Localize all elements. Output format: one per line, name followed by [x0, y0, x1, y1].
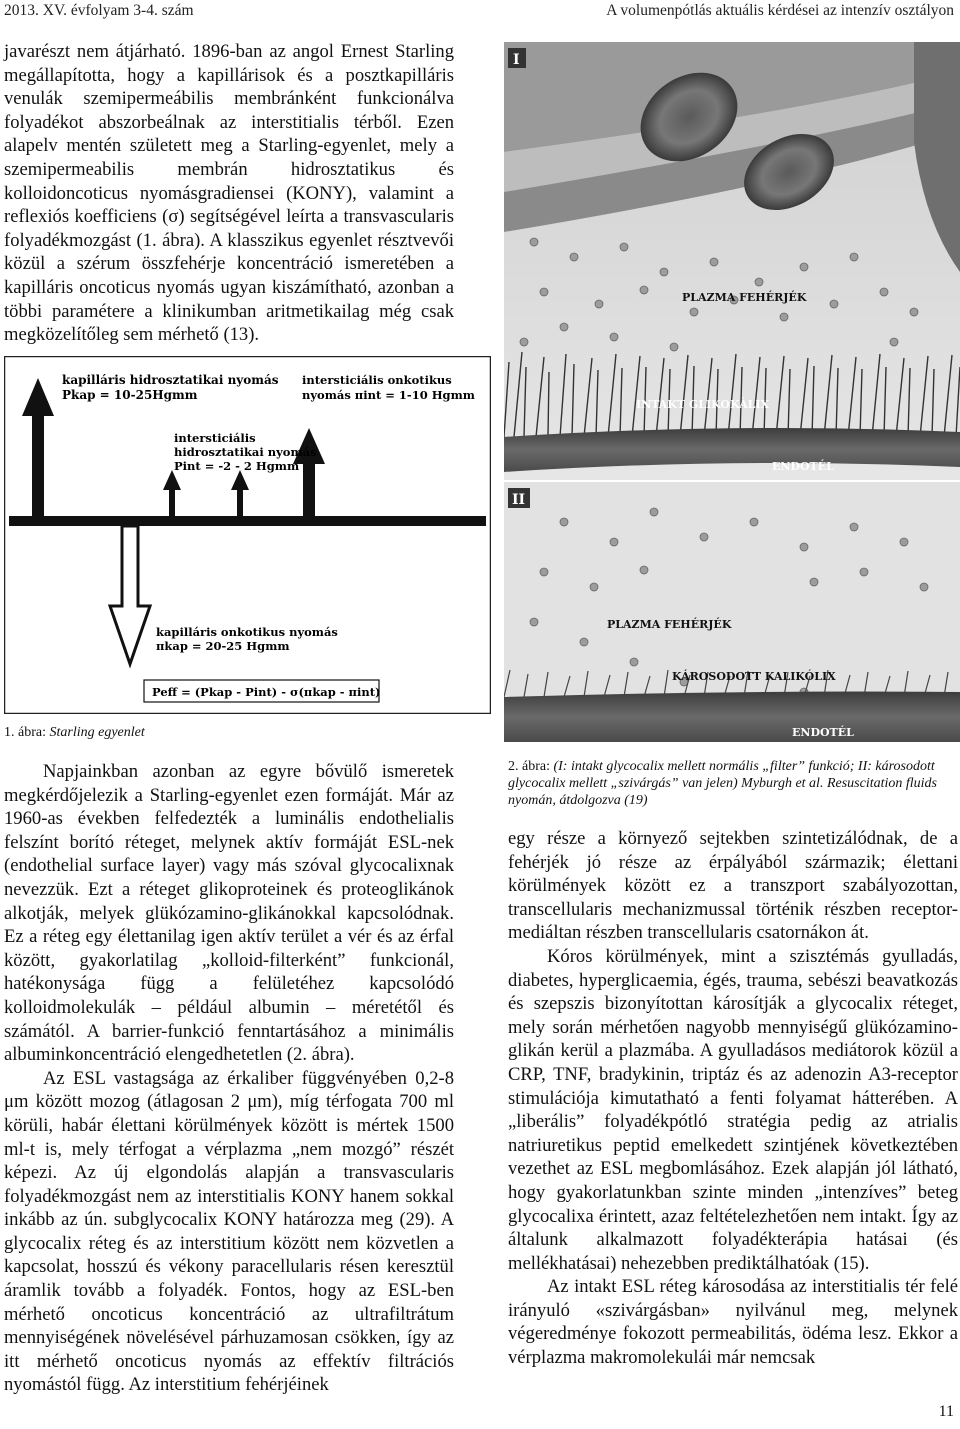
paragraph: Az intakt ESL réteg károsodása az interstitialis tér felé irányuló «szivárgásban» nyilvánul meg, melynek végeredménye fokozott permeabilitás, ödéma lesz. Ekkor a vérplazma makromolekulái már nemcsak [508, 1276, 958, 1369]
caption-prefix: 2. ábra: [508, 759, 554, 774]
paragraph: Az ESL vastagsága az érkaliber függvényében 0,2-8 μm között mozog (átlagosan 2 μm), míg térfogata 700 ml körüli, habár élettani körülmények között is mértek 1500 ml-t is, mely térfogat a vérplazma „nem mozgó” részét képezi. Az új elgondolás alapján a transvascularis folyadékmozgást nem az interstitialis KONY hanem sokkal inkább az ún. subglycocalix KONY határozza meg (29). A glycocalix réteg és az interstitium között nem közvetlen a kapcsolat, hosszú és vékony paracellularis résen keresztül áramlik tovább a folyadék. Fontos, hogy az ESL-ben mérhető oncoticus koncentráció az ultrafiltrátum mennyiségének növelésével párhuzamosan csökken, így az itt mérhető oncoticus nyomás az effektív filtrációs nyomástól függ. Az interstitium fehérjéinek [4, 1067, 454, 1396]
label-cap-hydro-1: kapilláris hidrosztatikai nyomás [62, 373, 279, 387]
running-header [0, 0, 960, 22]
panel-2-label: II [512, 492, 526, 508]
membrane-bar [9, 516, 486, 526]
intact-glycocalix-label: INTAKT GLIKOKÁLIX [636, 398, 770, 411]
starling-diagram-svg [4, 356, 491, 714]
label-int-hydro-2: hidrosztatikai nyomás [174, 445, 317, 459]
equation: Peff = (Pkap - Pint) - σ(πkap - πint) [152, 685, 381, 699]
figure-1-caption [4, 724, 454, 741]
label-cap-onc-2: πkap = 20-25 Hgmm [156, 639, 290, 653]
paragraph: Kóros körülmények, mint a szisztémás gyulladás, diabetes, hyperglicaemia, égés, trauma, sebészi beavatkozás és szepszis bizonyítottan károsítják a glycocalix réteget, mely során mérhetően nagyobb mennyiségű glükózamino-glikán kerül a plazmába. A gyulladásos mediátorok közül a CRP, TNF, bradykinin, triptáz és az adenozin A3-receptor stimulációja kimutatható a fenti folyamat hátterében. A „liberális” folyadékpótló stratégia pedig az atrialis natriuretikus peptid emelkedett szintjének következtében vezethet az ESL megbomlásához. Ezek alapján jól látható, hogy gyakorlatunkban szinte minden „intenzíves” beteg glycocalixa érintett, azaz feltételezhetően nem intakt. Így az általunk alkalmazott folyadékterápia hatásai (és mellékhatásai) nehezebben prediktálhatóak (15). [508, 945, 958, 1274]
left-column-top [4, 40, 454, 347]
label-cap-hydro-2: Pkap = 10-25Hgmm [62, 388, 198, 402]
caption-prefix: 1. ábra: [4, 725, 50, 740]
page-number: 11 [938, 1403, 954, 1420]
damaged-glycocalix-label: KÁROSODOTT KALIKÓLIX [672, 670, 836, 683]
endothel-label-2: ENDOTÉL [792, 726, 854, 739]
right-column [508, 827, 958, 1370]
plasma-proteins-label-1: PLAZMA FEHÉRJÉK [682, 291, 807, 304]
journal-issue: 2013. XV. évfolyam 3-4. szám [4, 2, 194, 19]
caption-text: Starling egyenlet [49, 725, 145, 740]
endothel-label-1: ENDOTÉL [772, 460, 834, 473]
left-column-bottom [4, 760, 454, 1397]
label-cap-onc-1: kapilláris onkotikus nyomás [156, 625, 338, 639]
glycocalix-svg [504, 42, 960, 742]
article-title: A volumenpótlás aktuális kérdései az intenzív osztályon [606, 2, 954, 19]
caption-text: (I: intakt glycocalix mellett normális „filter” funkció; II: károsodott glycocalix mellett „szivárgás” van jelen) Myburgh et al. Resuscitation fluids nyomán, átdolgozva (19) [508, 759, 938, 808]
paragraph: Napjainkban azonban az egyre bővülő ismeretek megkérdőjelezik a Starling-egyenlet ezen formáját. Már az 1960-as években felfedezték a luminális endothelialis felszínt borító réteget, melynek aktív formáját ESL-nek (endothelial surface layer) vagy más szóval glycocalixnak nevezzük. Ezt a réteget glikoproteinek és proteoglikánok alkotják, melyek glükózamino-glikánokkal kapcsolódnak. Ez a réteg egy élettanilag igen aktív terület a vér és az érfal között, gyakorlatilag „kolloid-filterként” funkcionál, hatékonysága függ a felületéhez kapcsolódó kolloidmolekulák – például albumin – méretétől és számától. A barrier-funkció fenntartásához a minimális albuminkoncentráció elengedhetetlen (2. ábra). [4, 761, 454, 1066]
label-int-hydro-3: Pint = -2 - 2 Hgmm [174, 459, 300, 473]
label-int-onc-2: nyomás πint = 1-10 Hgmm [302, 388, 475, 402]
figure-2-caption [508, 758, 948, 809]
panel-1-label: I [513, 52, 520, 68]
paragraph: javarészt nem átjárható. 1896-ban az angol Ernest Starling megállapította, hogy a kapillárisok és a posztkapilláris venulák szemipermeábilis membránként funkcionálva folyadékot abszorbeálnak az interstitialis térből. Ezen alapelv mentén született meg a Starling-egyenlet, mely a szemipermeabilis membrán hidrosztatikus és kolloidoncoticus nyomásgradiensei (KONY), valamint a reflexiós koefficiens (σ) segítségével leírta a transvascularis folyadékmozgást (1. ábra). A klasszikus egyenlet résztvevői közül a szérum összfehérje koncentráció ismeretében a kapilláris oncoticus nyomás ugyan kiszámítható, azonban a többi paramétere a klinikumban aritmetikailag még csak megközelítőleg sem mérhető (13). [4, 41, 454, 346]
label-int-onc-1: intersticiális onkotikus [302, 373, 452, 387]
figure-1-starling-diagram [4, 356, 491, 714]
plasma-proteins-label-2: PLAZMA FEHÉRJÉK [607, 618, 732, 631]
label-int-hydro-1: intersticiális [174, 431, 256, 445]
figure-2-glycocalix-illustration [504, 42, 960, 742]
paragraph: egy része a környező sejtekben szintetizálódnak, de a fehérjék jó része az érpályából származik; élettani körülmények között ez a transzport szabályozottan, transcellularis mechanizmussal történik részben receptor-mediáltan részben transcellularis csatornákon át. [508, 828, 958, 944]
